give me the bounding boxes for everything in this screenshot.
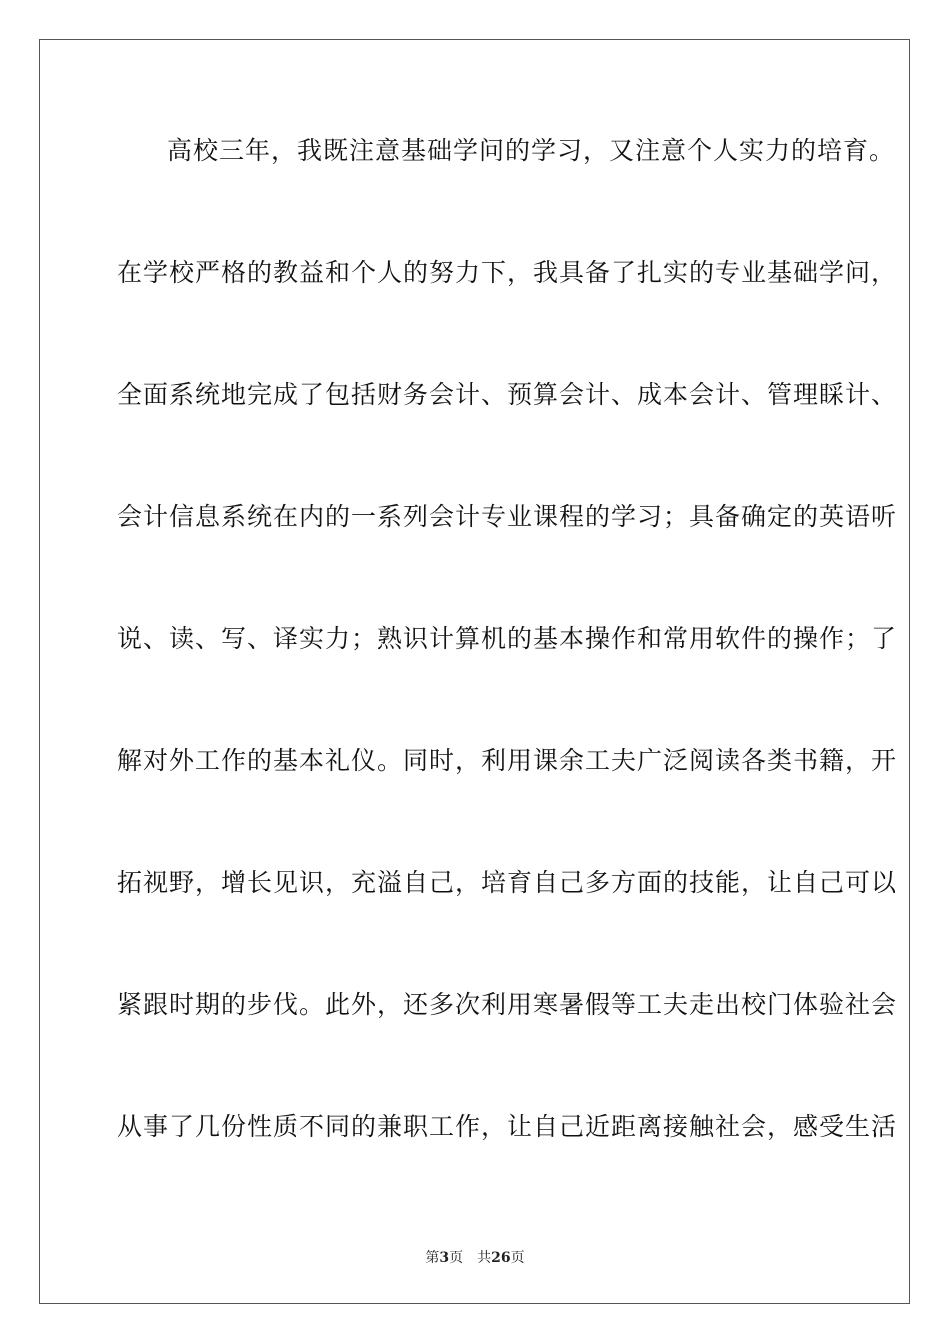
- paragraph-line-9: 从事了几份性质不同的兼职工作，让自己近距离接触社会，感受生活: [117, 1112, 898, 1141]
- page-label-prefix: 第: [425, 1250, 440, 1266]
- paragraph-line-8: 紧跟时期的步伐。此外，还多次利用寒暑假等工夫走出校门体验社会: [117, 990, 898, 1019]
- page-label-suffix: 页: [449, 1250, 464, 1266]
- page-footer: [0, 1247, 950, 1267]
- total-label-prefix: 共: [477, 1250, 492, 1266]
- total-pages: 26: [491, 1250, 511, 1266]
- paragraph-line-6: 解对外工作的基本礼仪。同时，利用课余工夫广泛阅读各类书籍，开: [117, 746, 898, 775]
- paragraph-line-1: 高校三年，我既注意基础学问的学习，又注意个人实力的培育。: [167, 136, 896, 165]
- document-body: [117, 125, 898, 1223]
- paragraph-line-5: 说、读、写、译实力；熟识计算机的基本操作和常用软件的操作；了: [117, 624, 898, 653]
- paragraph-line-3: 全面系统地完成了包括财务会计、预算会计、成本会计、管理睬计、: [117, 380, 898, 409]
- paragraph-line-2: 在学校严格的教益和个人的努力下，我具备了扎实的专业基础学问，: [117, 258, 898, 287]
- paragraph-line-7: 拓视野，增长见识，充溢自己，培育自己多方面的技能，让自己可以: [117, 868, 898, 897]
- page-number: 3: [439, 1250, 450, 1266]
- total-label-suffix: 页: [510, 1250, 525, 1266]
- paragraph-line-4: 会计信息系统在内的一系列会计专业课程的学习；具备确定的英语听: [117, 502, 898, 531]
